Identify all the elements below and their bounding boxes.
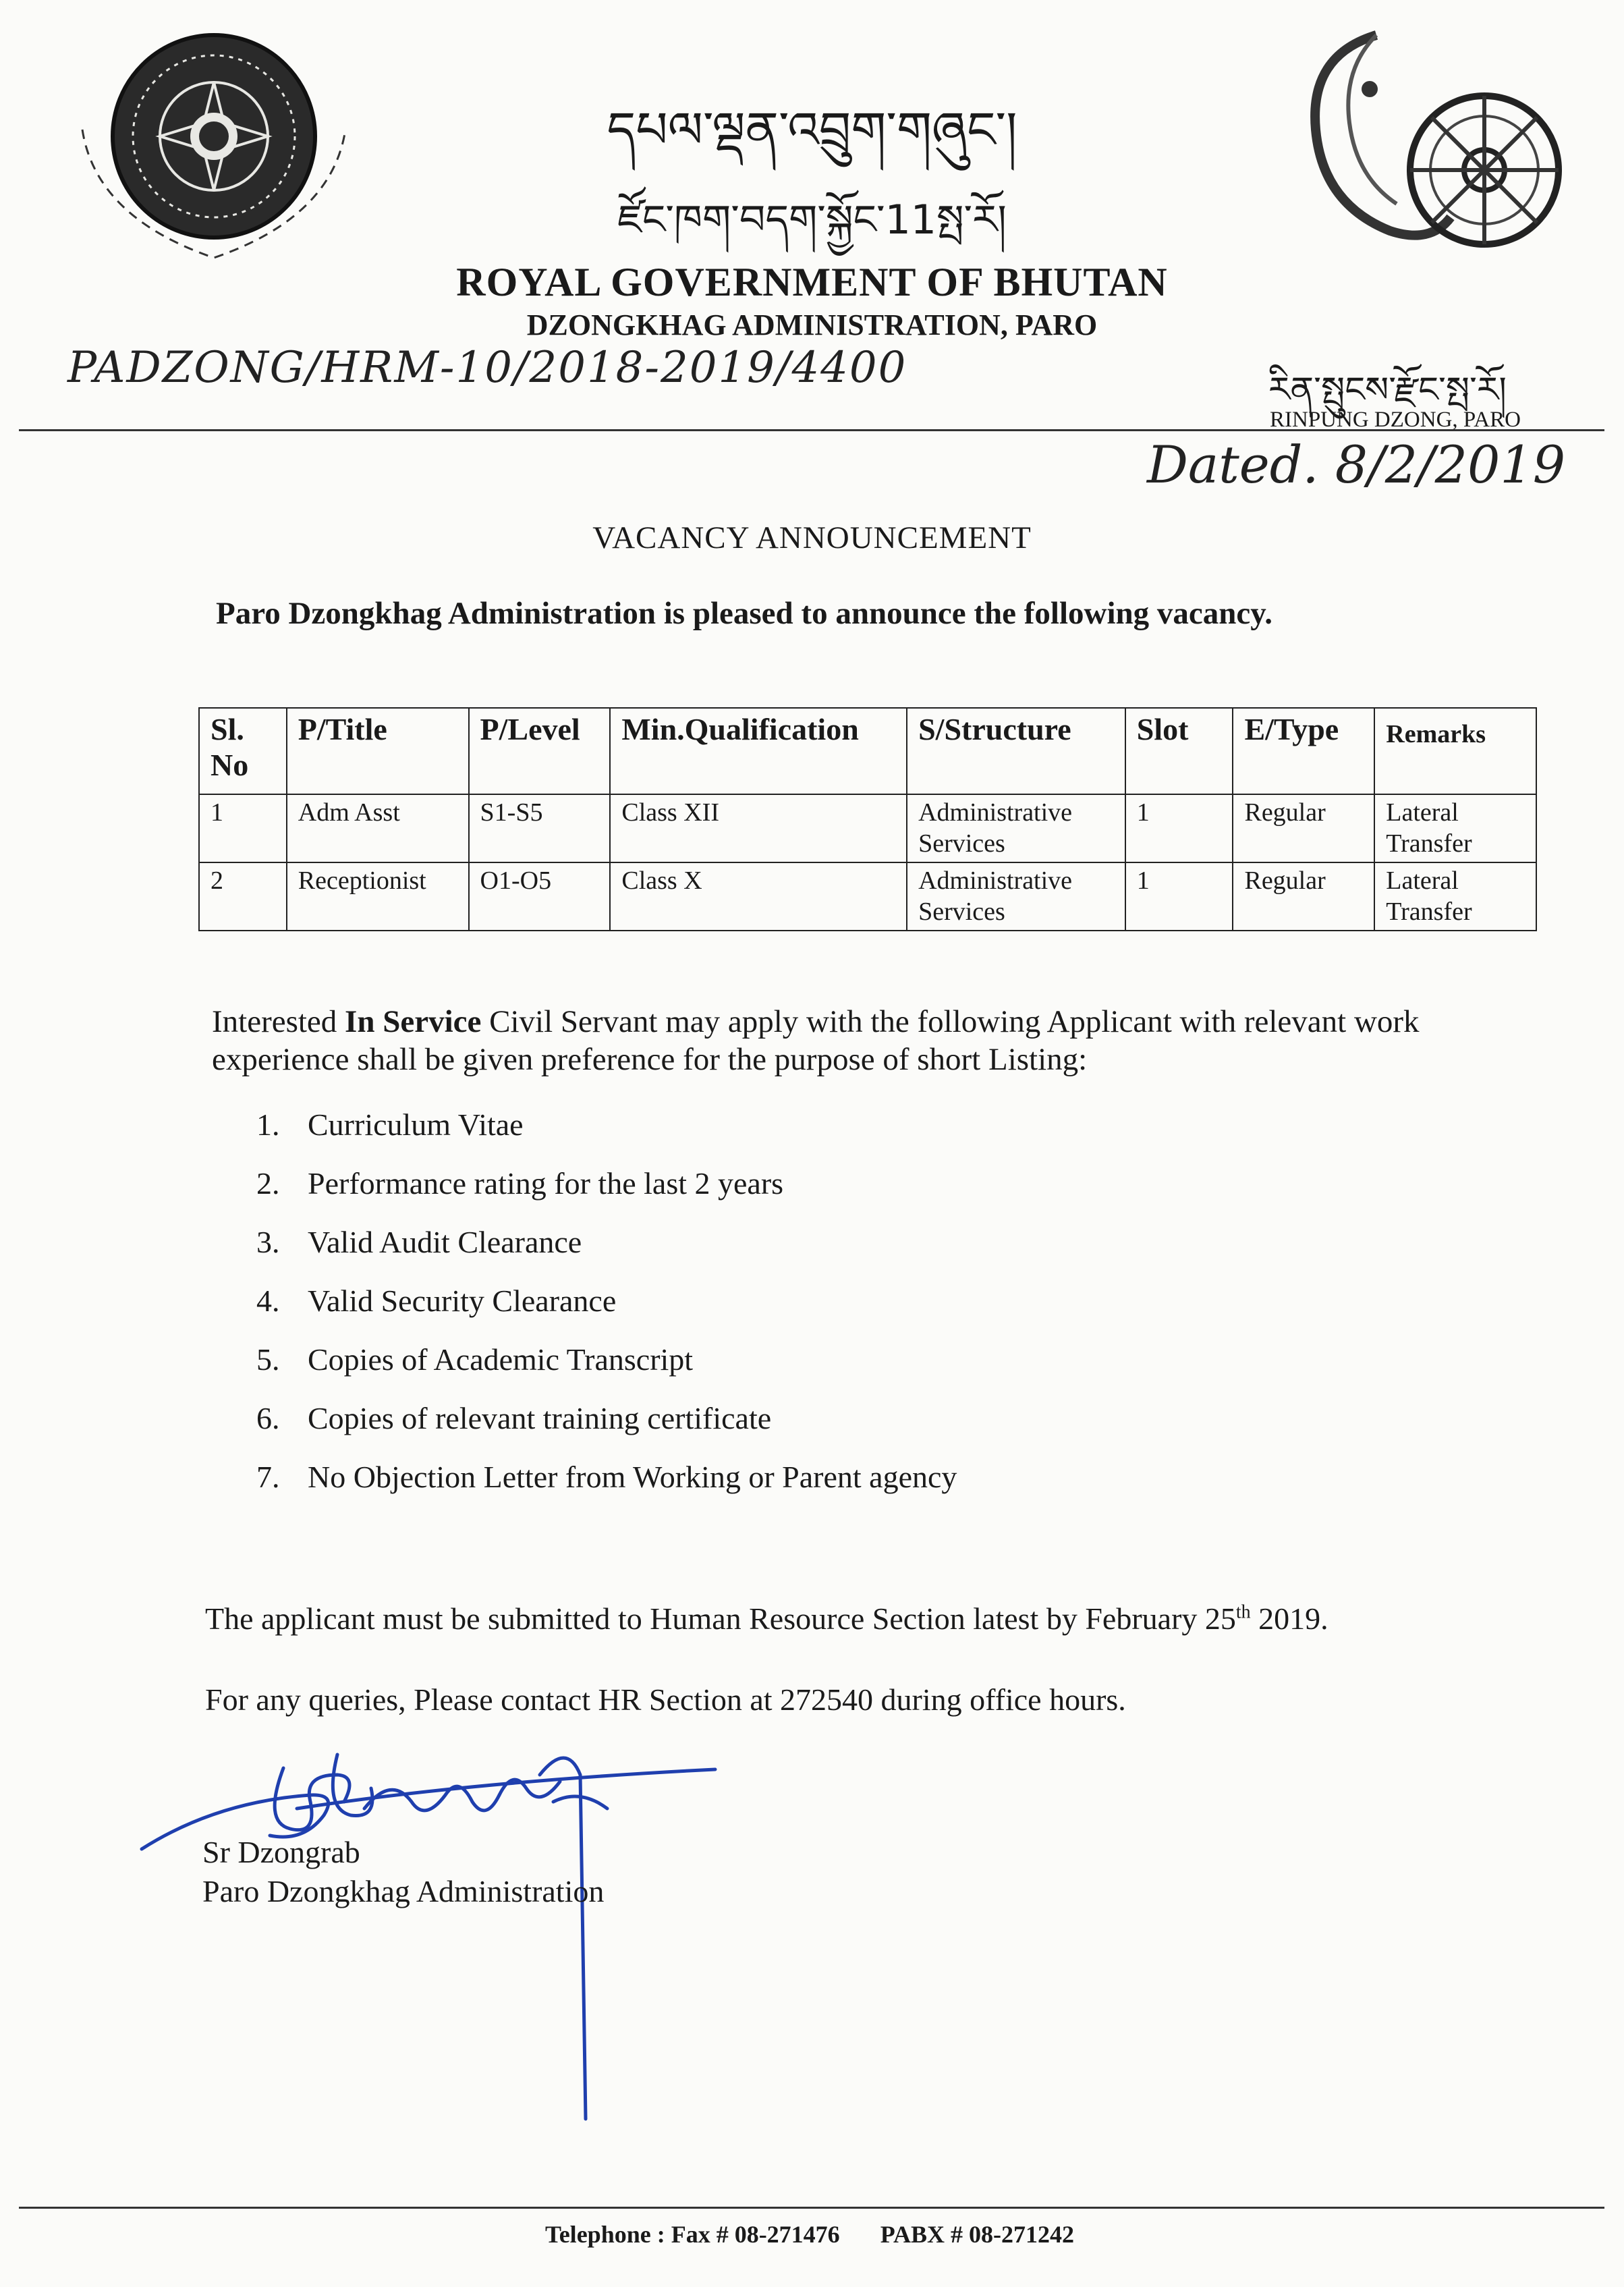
header-divider — [19, 429, 1604, 431]
cell-structure: Administrative Services — [907, 862, 1125, 931]
list-number: 2. — [256, 1166, 280, 1201]
list-number: 1. — [256, 1107, 280, 1142]
list-text: Valid Security Clearance — [308, 1284, 617, 1318]
cell-structure: Administrative Services — [907, 794, 1125, 862]
list-item — [256, 1224, 957, 1283]
list-item — [256, 1342, 957, 1400]
eligibility-paragraph — [212, 1003, 1534, 1079]
contact-text: For any queries, Please contact HR Section at 272540 during office hours. — [205, 1682, 1126, 1717]
table-header-row — [199, 708, 1536, 794]
cell-plevel: S1-S5 — [469, 794, 611, 862]
reference-number: PADZONG/HRM-10/2018-2019/4400 — [67, 343, 907, 393]
signatory-office: Paro Dzongkhag Administration — [202, 1874, 605, 1908]
cell-slno: 1 — [199, 794, 287, 862]
cell-qualification: Class X — [610, 862, 907, 931]
list-number: 4. — [256, 1284, 280, 1318]
table-row — [199, 794, 1536, 862]
tibetan-title-line2: ཛོང་ཁག་བདག་སྐྱོང་11སྤ་རོ། — [617, 196, 1007, 244]
cell-qualification: Class XII — [610, 794, 907, 862]
rinpung-tibetan: རིན་སྤུངས་རྫོང་སྤ་རོ། — [1268, 370, 1507, 410]
header-etype: E/Type — [1233, 708, 1374, 794]
rinpung-address: RINPUNG DZONG, PARO — [1270, 408, 1521, 432]
cell-plevel: O1-O5 — [469, 862, 611, 931]
cell-slot: 1 — [1125, 862, 1233, 931]
deadline-text — [205, 1601, 1328, 1636]
signature-icon — [135, 1728, 729, 2132]
list-text: Curriculum Vitae — [308, 1107, 524, 1142]
footer-divider — [19, 2207, 1604, 2209]
list-item — [256, 1165, 957, 1224]
administration-name: DZONGKHAG ADMINISTRATION, PARO — [526, 308, 1098, 341]
para-rest: Civil Servant may apply with the following Applicant with relevant work experience shall be given preference for the purpose of short Listing: — [212, 1004, 1420, 1078]
cell-remarks: Lateral Transfer — [1374, 794, 1536, 862]
list-text: Valid Audit Clearance — [308, 1225, 582, 1259]
cell-etype: Regular — [1233, 794, 1374, 862]
deadline-suffix: 2019. — [1250, 1601, 1328, 1636]
list-text: Performance rating for the last 2 years — [308, 1166, 784, 1201]
deadline-sup: th — [1235, 1601, 1251, 1623]
header-structure: S/Structure — [907, 708, 1125, 794]
tibetan-title-line1: དཔལ་ལྡན་འབྲུག་གཞུང་། — [607, 101, 1017, 159]
header-slot: Slot — [1125, 708, 1233, 794]
header-remarks: Remarks — [1374, 708, 1536, 794]
vacancy-table — [198, 707, 1537, 931]
header-plevel: P/Level — [469, 708, 611, 794]
list-item — [256, 1283, 957, 1342]
footer-pabx: PABX # 08-271242 — [880, 2221, 1075, 2248]
list-text: Copies of Academic Transcript — [308, 1342, 694, 1377]
list-number: 5. — [256, 1342, 280, 1377]
list-number: 6. — [256, 1401, 280, 1435]
header-qualification: Min.Qualification — [610, 708, 907, 794]
cell-slno: 2 — [199, 862, 287, 931]
cell-ptitle: Adm Asst — [287, 794, 469, 862]
list-item — [256, 1107, 957, 1165]
header-ptitle: P/Title — [287, 708, 469, 794]
para-lead: Interested — [212, 1004, 337, 1039]
header-slno: Sl. No — [199, 708, 287, 794]
signatory-title: Sr Dzongrab — [202, 1835, 360, 1869]
requirements-list — [256, 1107, 957, 1518]
footer-telephone: Telephone : Fax # 08-271476 — [545, 2221, 840, 2248]
cell-slot: 1 — [1125, 794, 1233, 862]
list-number: 3. — [256, 1225, 280, 1259]
list-item — [256, 1459, 957, 1518]
intro-text: Paro Dzongkhag Administration is pleased to announce the following vacancy. — [216, 596, 1272, 631]
table-row — [199, 862, 1536, 931]
government-name: ROYAL GOVERNMENT OF BHUTAN — [456, 260, 1168, 304]
list-text: No Objection Letter from Working or Parent agency — [308, 1460, 957, 1494]
cell-ptitle: Receptionist — [287, 862, 469, 931]
list-item — [256, 1400, 957, 1459]
list-number: 7. — [256, 1460, 280, 1494]
cell-etype: Regular — [1233, 862, 1374, 931]
para-bold: In Service — [345, 1004, 482, 1039]
deadline-prefix: The applicant must be submitted to Human Resource Section latest by February 25 — [205, 1601, 1236, 1636]
cell-remarks: Lateral Transfer — [1374, 862, 1536, 931]
footer-contact — [545, 2220, 1074, 2249]
date-handwritten: Dated. 8/2/2019 — [1147, 435, 1566, 495]
page-title: VACANCY ANNOUNCEMENT — [592, 520, 1032, 555]
list-text: Copies of relevant training certificate — [308, 1401, 772, 1435]
